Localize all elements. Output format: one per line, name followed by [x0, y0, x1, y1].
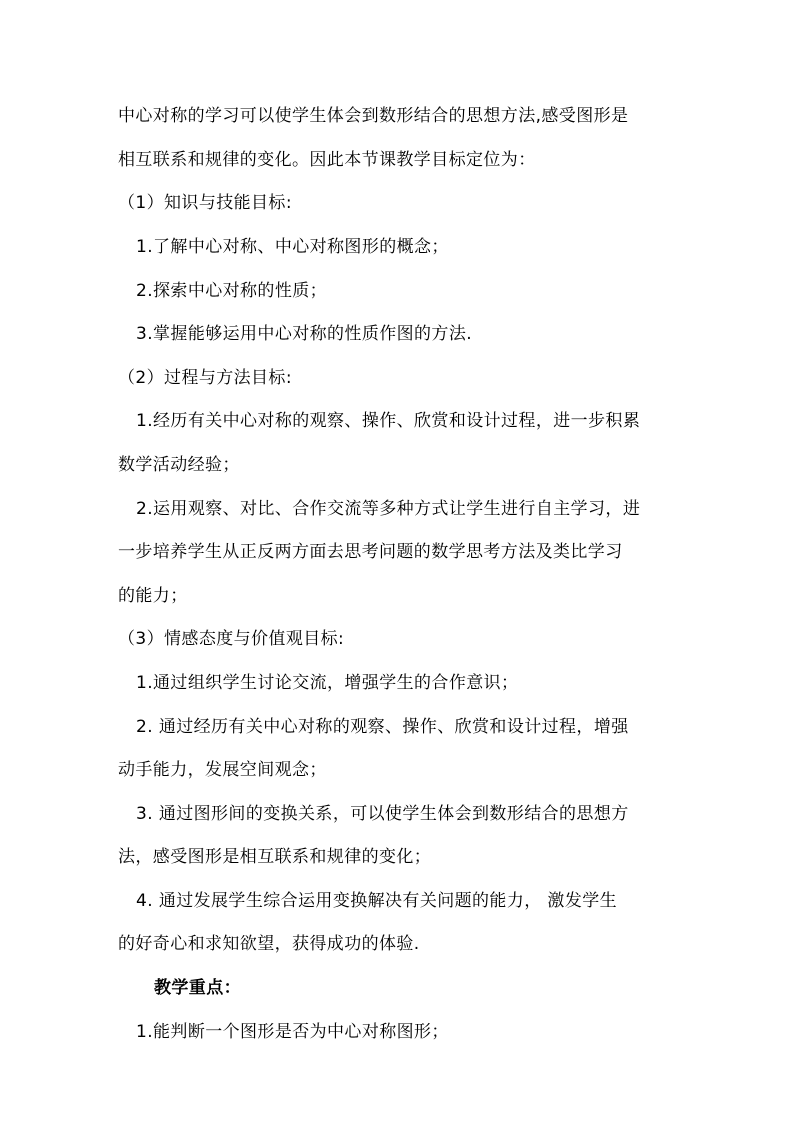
list-item-continuation: 的能力； [118, 586, 188, 606]
list-item: 2.运用观察、对比、合作交流等多种方式让学生进行自主学习，进 [136, 499, 641, 519]
list-item-continuation: 的好奇心和求知欲望，获得成功的体验. [118, 934, 420, 954]
list-item-continuation: 动手能力，发展空间观念； [118, 760, 327, 780]
list-item: 3.掌握能够运用中心对称的性质作图的方法. [136, 324, 473, 344]
list-item: 1.经历有关中心对称的观察、操作、欣赏和设计过程，进一步积累 [136, 411, 641, 431]
list-item-continuation: 一步培养学生从正反两方面去思考问题的数学思考方法及类比学习 [118, 542, 623, 562]
list-item: 1.通过组织学生讨论交流，增强学生的合作意识； [136, 673, 519, 693]
section-heading-emotion-values: （3）情感态度与价值观目标: [118, 629, 345, 649]
list-item: 1.了解中心对称、中心对称图形的概念； [136, 237, 449, 257]
section-heading-process-method: （2）过程与方法目标: [118, 368, 292, 388]
list-item: 2. 通过经历有关中心对称的观察、操作、欣赏和设计过程，增强 [136, 717, 629, 737]
section-heading-knowledge-skills: （1）知识与技能目标: [118, 193, 292, 213]
list-item: 4. 通过发展学生综合运用变换解决有关问题的能力， 激发学生 [136, 891, 618, 911]
list-item: 3. 通过图形间的变换关系，可以使学生体会到数形结合的思想方 [136, 804, 629, 824]
section-heading-teaching-focus: 教学重点： [154, 978, 241, 998]
paragraph-line: 相互联系和规律的变化。因此本节课教学目标定位为： [118, 150, 536, 170]
list-item: 2.探索中心对称的性质； [136, 281, 328, 301]
list-item-continuation: 数学活动经验； [118, 455, 240, 475]
list-item-continuation: 法，感受图形是相互联系和规律的变化； [118, 847, 432, 867]
paragraph-line: 中心对称的学习可以使学生体会到数形结合的思想方法,感受图形是 [118, 106, 629, 126]
list-item: 1.能判断一个图形是否为中心对称图形； [136, 1022, 449, 1042]
